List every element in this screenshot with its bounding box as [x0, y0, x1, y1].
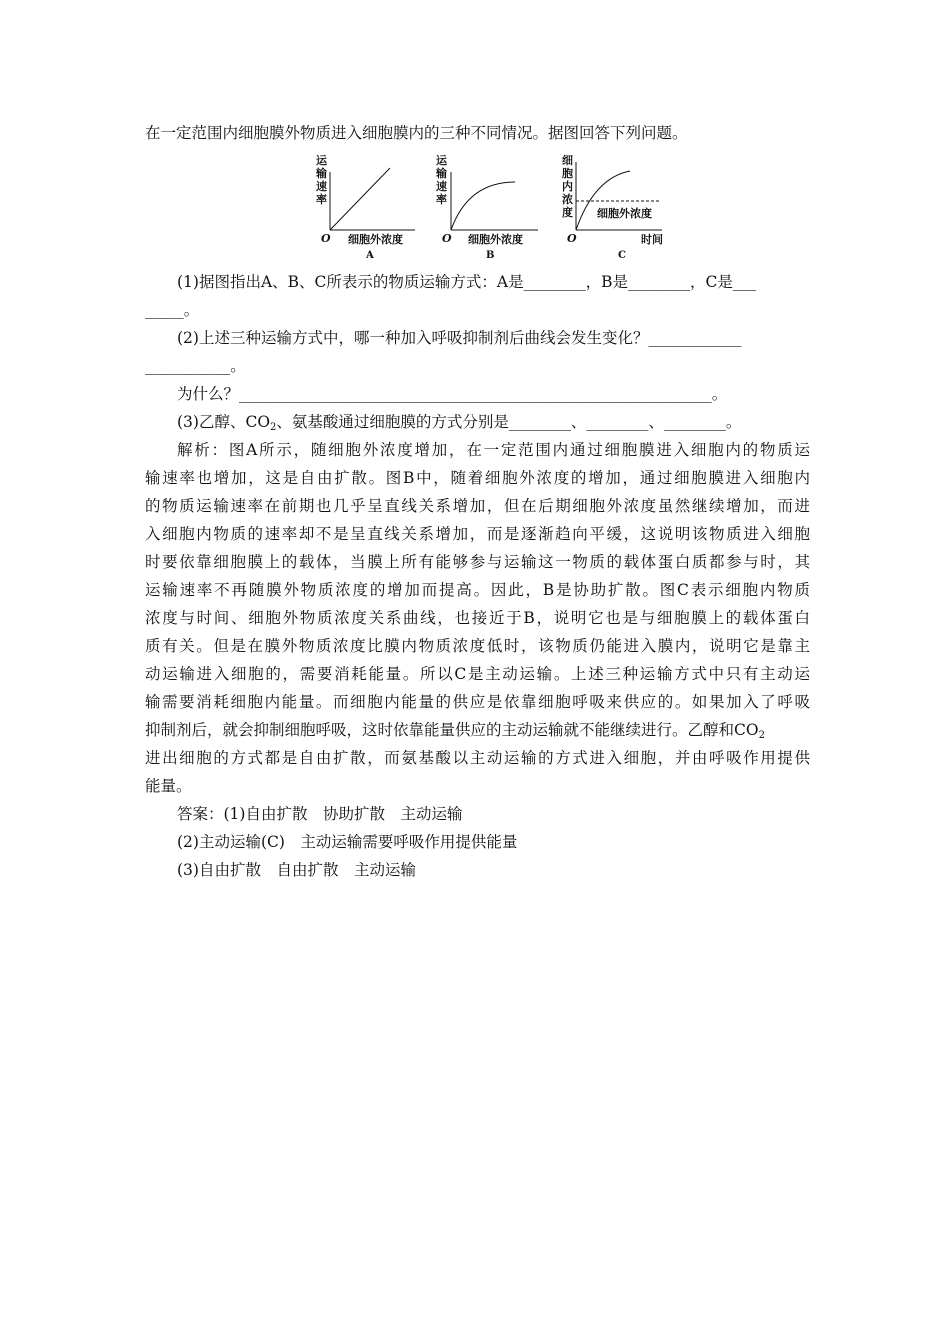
analysis-line: 动运输进入细胞的，需要消耗能量。所以C是主动运输。上述三种运输方式中只有主动运: [145, 665, 810, 683]
graph-c-inner-label: 细胞外浓度: [597, 207, 652, 220]
analysis-line: 质有关。但是在膜外物质浓度比膜内物质浓度低时，该物质仍能进入膜内，说明它是靠主: [145, 637, 810, 655]
analysis-line: 入细胞内物质的速率却不是呈直线关系增加，而是逐渐趋向平缓，这说明该物质进入细胞: [145, 525, 810, 543]
graph-a-ylabel-3: 率: [316, 193, 327, 206]
analysis-line: 时要依靠细胞膜上的载体，当膜上所有能够参与运输这一物质的载体蛋白质都参与时，其: [145, 553, 810, 571]
question-2-line-2: ___________。: [145, 357, 246, 375]
analysis-line: 输速率也增加，这是自由扩散。图B中，随着细胞外浓度的增加，通过细胞膜进入细胞内: [145, 469, 810, 487]
transport-figure: [310, 152, 680, 267]
graph-b-xlabel: 细胞外浓度: [468, 233, 523, 246]
analysis-line-text: 抑制剂后，就会抑制细胞呼吸，这时依靠能量供应的主动运输就不能继续进行。乙醇和CO: [145, 721, 759, 739]
graph-c-ylabel-2: 内: [562, 180, 573, 193]
analysis-line: 的物质运输速率在前期也几乎呈直线关系增加，但在后期细胞外浓度虽然继续增加，而进: [145, 497, 810, 515]
graph-a-ylabel-2: 速: [316, 180, 327, 193]
graph-c-origin: O: [567, 232, 577, 245]
answer-line-2: (2)主动运输(C) 主动运输需要呼吸作用提供能量: [177, 833, 518, 851]
analysis-line: 能量。: [145, 777, 192, 795]
question-2-line-1: (2)上述三种运输方式中，哪一种加入呼吸抑制剂后曲线会发生变化？____________: [177, 329, 742, 347]
intro-text: 在一定范围内细胞膜外物质进入细胞膜内的三种不同情况。据图回答下列问题。: [145, 124, 688, 142]
graph-b-curve: [451, 182, 515, 230]
graph-b-ylabel-0: 运: [436, 154, 447, 167]
graph-a-xlabel: 细胞外浓度: [348, 233, 403, 246]
analysis-line: 输需要消耗细胞内能量。而细胞内能量的供应是依靠细胞呼吸来供应的。如果加入了呼吸: [145, 693, 810, 711]
graph-b-origin: O: [442, 232, 452, 245]
question-1-line-2: _____。: [145, 301, 200, 319]
graph-c-ylabel-0: 细: [562, 154, 573, 167]
analysis-line: 浓度与时间、细胞外物质浓度关系曲线，也接近于B，说明它也是与细胞膜上的载体蛋白: [145, 609, 810, 627]
answer-line-1: 答案：(1)自由扩散 协助扩散 主动运输: [177, 805, 463, 823]
graph-b: [435, 153, 538, 261]
graph-c-caption: C: [618, 250, 626, 261]
analysis-line: 进出细胞的方式都是自由扩散，而氨基酸以主动运输的方式进入细胞，并由呼吸作用提供: [145, 749, 810, 767]
graph-c-ylabel-3: 浓: [562, 193, 573, 206]
graph-b-ylabel-1: 输: [436, 167, 447, 180]
graph-a-origin: O: [321, 232, 331, 245]
question-3-post: 、氨基酸通过细胞膜的方式分别是________、________、________。: [276, 413, 742, 431]
graph-c: [562, 153, 663, 261]
analysis-line-co2: [145, 720, 810, 746]
question-1-line-1: (1)据图指出A、B、C所表示的物质运输方式：A是________，B是________，C是___: [177, 273, 757, 291]
question-3: [177, 412, 810, 438]
graph-c-ylabel-4: 度: [562, 206, 573, 219]
question-2-why: 为什么？_____________________________________________________________。: [177, 385, 728, 403]
graph-a-ylabel-1: 输: [316, 167, 327, 180]
analysis-line: 解析：图A所示，随细胞外浓度增加，在一定范围内通过细胞膜进入细胞内的物质运: [177, 441, 810, 459]
analysis-co2-sub: 2: [758, 730, 765, 741]
question-3-pre: (3)乙醇、CO: [177, 413, 271, 431]
analysis-line: 运输速率不再随膜外物质浓度的增加而提高。因此，B是协助扩散。图C表示细胞内物质: [145, 581, 810, 599]
graph-b-ylabel-3: 率: [436, 193, 447, 206]
graph-b-caption: B: [486, 250, 495, 261]
graph-a: [315, 153, 415, 261]
graph-a-curve: [330, 168, 390, 230]
graph-c-xlabel: 时间: [641, 233, 663, 246]
graph-a-ylabel-0: 运: [316, 154, 327, 167]
graph-a-caption: A: [366, 250, 374, 261]
graph-b-ylabel-2: 速: [436, 180, 447, 193]
graph-c-ylabel-1: 胞: [562, 167, 573, 180]
question-3-sub: 2: [270, 422, 277, 433]
answer-line-3: (3)自由扩散 自由扩散 主动运输: [177, 861, 416, 879]
